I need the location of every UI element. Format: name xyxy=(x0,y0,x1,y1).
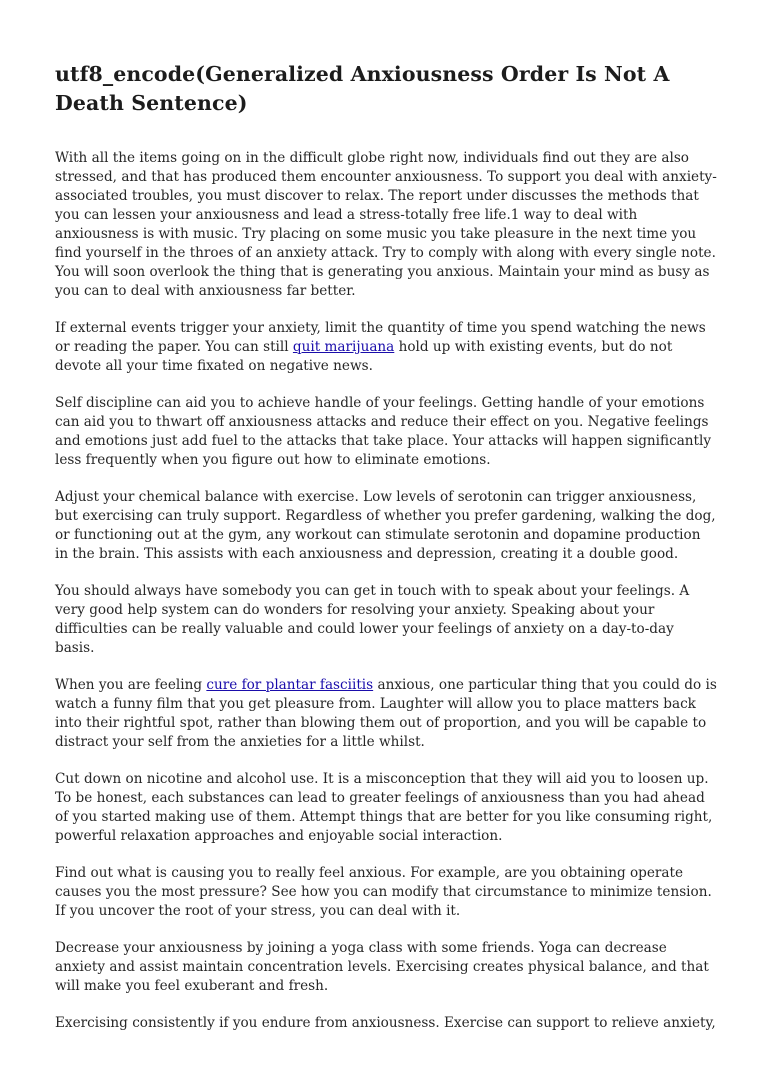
document-page xyxy=(55,60,717,1051)
paragraph-text: When you are feeling xyxy=(55,677,207,693)
paragraph: Adjust your chemical balance with exercise. Low levels of serotonin can trigger anxiousness, but exercising can truly support. Regardless of whether you prefer gardening, walking the dog, or functioning out at the gym, any workout can stimulate serotonin and dopamine production in the brain. This assists with each anxiousness and depression, creating it a double good. xyxy=(55,489,716,562)
link-cure-for-plantar-fasciitis[interactable]: cure for plantar fasciitis xyxy=(206,677,374,693)
paragraph: Cut down on nicotine and alcohol use. It is a misconception that they will aid you to loosen up. To be honest, each substances can lead to greater feelings of anxiousness than you had ahead of you started making use of them. Attempt things that are better for you like consuming right, powerful relaxation approaches and enjoyable social interaction. xyxy=(55,771,713,844)
document-title: utf8_encode(Generalized Anxiousness Order Is Not A Death Sentence) xyxy=(55,62,670,115)
link-quit-marijuana[interactable]: quit marijuana xyxy=(292,339,395,355)
paragraph: Self discipline can aid you to achieve handle of your feelings. Getting handle of your emotions can aid you to thwart off anxiousness attacks and reduce their effect on you. Negative feelings and emotions just add fuel to the attacks that take place. Your attacks will happen significantly less frequently when you figure out how to eliminate emotions. xyxy=(55,395,712,468)
paragraph xyxy=(55,676,717,752)
paragraph: Find out what is causing you to really feel anxious. For example, are you obtaining operate causes you the most pressure? See how you can modify that circumstance to minimize tension. If you uncover the root of your stress, you can deal with it. xyxy=(55,865,712,919)
paragraph: You should always have somebody you can get in touch with to speak about your feelings. A very good help system can do wonders for resolving your anxiety. Speaking about your difficulties can be really valuable and could lower your feelings of anxiety on a day-to-day basis. xyxy=(55,583,690,656)
paragraph: Exercising consistently if you endure from anxiousness. Exercise can support to relieve anxiety, xyxy=(55,1015,716,1031)
paragraph-text: hold up with existing events, but do not devote all your time fixated on negative news. xyxy=(55,339,673,374)
paragraph-text: If external events trigger your anxiety, limit the quantity of time you spend watching the news or reading the paper. You can still xyxy=(55,320,706,355)
paragraph: Decrease your anxiousness by joining a yoga class with some friends. Yoga can decrease anxiety and assist maintain concentration levels. Exercising creates physical balance, and that will make you feel exuberant and fresh. xyxy=(55,940,709,994)
paragraph-text: anxious, one particular thing that you could do is watch a funny film that you get pleasure from. Laughter will allow you to place matters back into their rightful spot, rather than blowing them out of proportion, and you will be capable to distract your self from the anxieties for a little whilst. xyxy=(55,677,717,750)
paragraph: With all the items going on in the difficult globe right now, individuals find out they are also stressed, and that has produced them encounter anxiousness. To support you deal with anxiety-associated troubles, you must discover to relax. The report under discusses the methods that you can lessen your anxiousness and lead a stress-totally free life.1 way to deal with anxiousness is with music. Try placing on some music you take pleasure in the next time you find yourself in the throes of an anxiety attack. Try to comply with along with every single note. You will soon overlook the thing that is generating you anxious. Maintain your mind as busy as you can to deal with anxiousness far better. xyxy=(55,150,717,299)
paragraph xyxy=(55,319,717,376)
